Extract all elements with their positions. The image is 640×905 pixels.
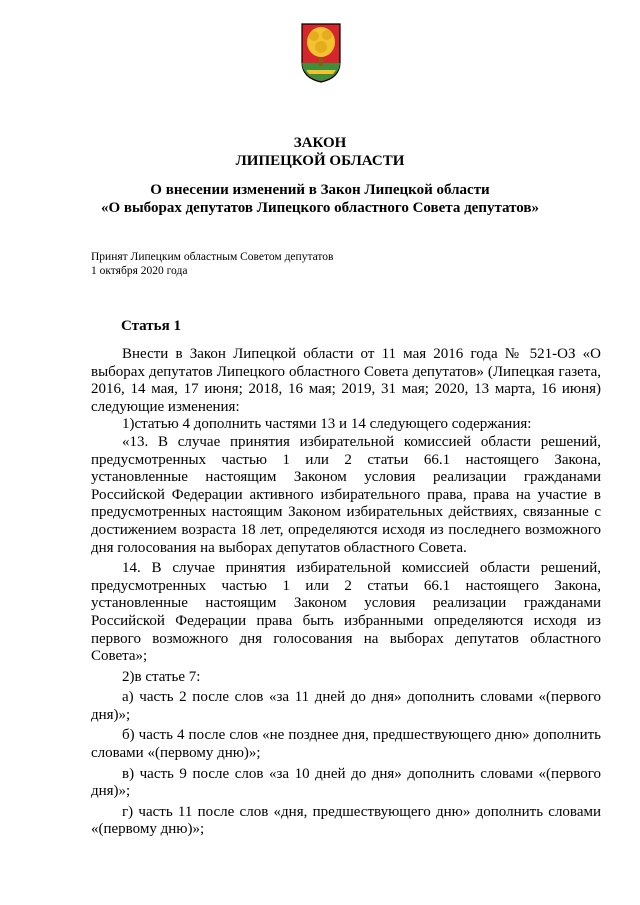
list-item-1 bbox=[91, 416, 601, 434]
coat-of-arms-icon bbox=[300, 22, 342, 84]
law-subtitle-line-2: «О выборах депутатов Липецкого областного Совета депутатов» bbox=[100, 200, 540, 216]
paragraph-intro: Внести в Закон Липецкой области от 11 мая 2016 года № 521-ОЗ «О выборах депутатов Липецкого областного Совета депутатов» (Липецкая газета, 2016, 14 мая, 17 июня; 2018, 16 мая; 2019, 31 мая; 2020, 13 марта, 16 июня) следующие изменения: bbox=[91, 346, 601, 415]
subitem-g: г) часть 11 после слов «дня, предшествующего дню» дополнить словами «(первому дню)»; bbox=[91, 803, 601, 838]
paragraph-14: 14. В случае принятия избирательной комиссией области решений, предусмотренных частью 1 или 2 статьи 66.1 настоящего Закона, установленные настоящим Законом условия реализации гражданами Российской Федерации права быть избранными определяются исходя из первого возможного дня голосования на выборах депутатов областного Совета»; bbox=[91, 560, 601, 665]
law-title-line-2: ЛИПЕЦКОЙ ОБЛАСТИ bbox=[235, 153, 405, 169]
list-item-2-text: в статье 7: bbox=[134, 668, 201, 685]
law-subtitle-line-1: О внесении изменений в Закон Липецкой области bbox=[150, 182, 490, 198]
adoption-date: 1 октября 2020 года bbox=[91, 265, 188, 277]
subitem-b: б) часть 4 после слов «не позднее дня, предшествующего дню» дополнить словами «(первому дню)»; bbox=[91, 727, 601, 762]
law-subtitle bbox=[0, 181, 640, 217]
subitem-v: в) часть 9 после слов «за 10 дней до дня» дополнить словами «(первого дня)»; bbox=[91, 765, 601, 800]
paragraph-13: «13. В случае принятия избирательной комиссией области решений, предусмотренных частью 1 или 2 статьи 66.1 настоящего Закона, установленные настоящим Законом условия реализации гражданами Российской Федерации активного избирательного права, права на участие в предусмотренных настоящим Законом избирательных действиях, связанные с достижением возраста 18 лет, определяются исходя из последнего возможного дня голосования на выборах депутатов областного Совета. bbox=[91, 433, 601, 556]
subitem-a: а) часть 2 после слов «за 11 дней до дня» дополнить словами «(первого дня)»; bbox=[91, 689, 601, 723]
article-body bbox=[91, 346, 601, 839]
adoption-note bbox=[91, 250, 333, 278]
law-title-line-1: ЗАКОН bbox=[293, 135, 347, 151]
law-title bbox=[0, 134, 640, 170]
list-item-1-text: статью 4 дополнить частями 13 и 14 следующего содержания: bbox=[134, 416, 532, 433]
adoption-line-1: Принят Липецким областным Советом депутатов bbox=[91, 251, 334, 263]
article-heading: Статья 1 bbox=[121, 318, 181, 334]
list-item-2 bbox=[91, 669, 601, 687]
list-item-2-number: 2) bbox=[122, 668, 135, 685]
list-item-1-number: 1) bbox=[122, 416, 135, 433]
